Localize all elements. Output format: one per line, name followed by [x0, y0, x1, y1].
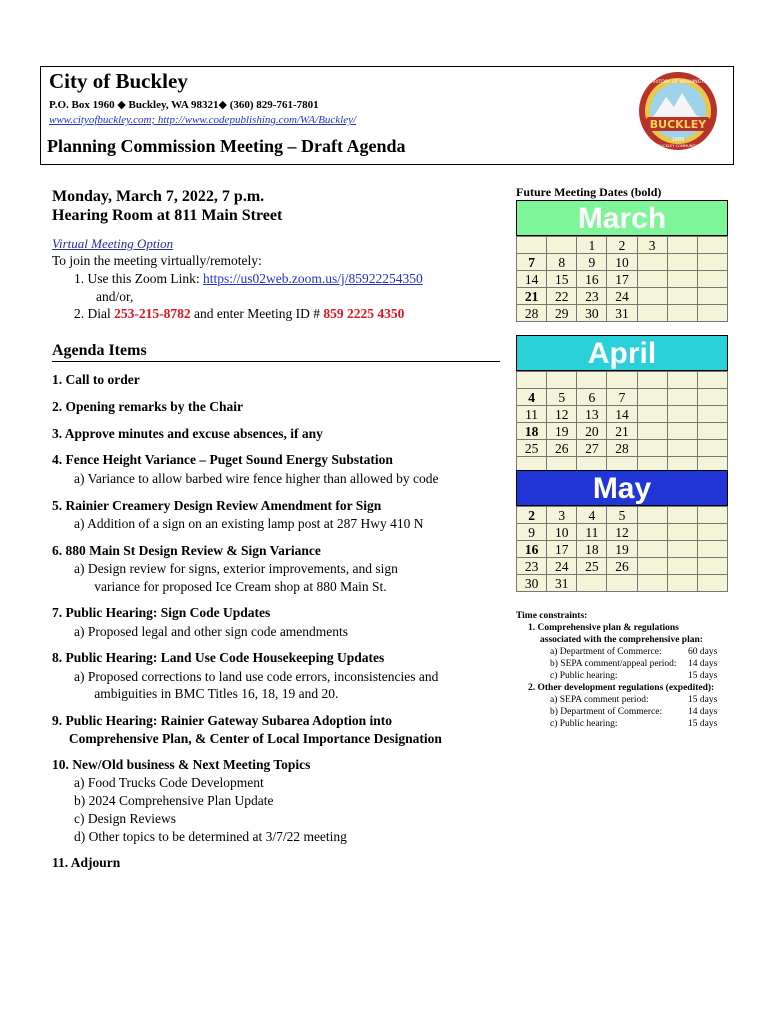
tc-value: 15 days: [688, 719, 718, 729]
day-cell: [637, 305, 667, 322]
tc-group2-title: 2. Other development regulations (expedited):: [528, 683, 715, 693]
day-cell: [637, 440, 667, 457]
day-cell: 7: [517, 254, 547, 271]
agenda-heading: Agenda Items: [52, 342, 500, 362]
day-cell: [697, 305, 727, 322]
day-cell: [517, 237, 547, 254]
tc-value: 14 days: [688, 659, 718, 669]
week-row: [517, 524, 728, 541]
day-cell: 3: [547, 507, 577, 524]
day-cell: 11: [577, 524, 607, 541]
tc-heading: Time constraints:: [516, 611, 588, 621]
tc-value: 14 days: [688, 707, 718, 717]
day-cell: 31: [547, 575, 577, 592]
agenda-subitem: a) Food Trucks Code Development: [74, 775, 264, 790]
meeting-location: Hearing Room at 811 Main Street: [52, 207, 283, 224]
agenda-subitem: ambiguities in BMC Titles 16, 18, 19 and 20.: [74, 686, 339, 701]
calendar-april: [516, 335, 728, 474]
agenda-item: 1. Call to order: [52, 372, 140, 387]
day-cell: [667, 254, 697, 271]
day-cell: 15: [547, 271, 577, 288]
month-grid: [516, 236, 728, 322]
tc-label: a) Department of Commerce:: [550, 647, 662, 657]
day-cell: [637, 575, 667, 592]
day-cell: 22: [547, 288, 577, 305]
agenda-item: 9. Public Hearing: Rainier Gateway Subarea Adoption into: [52, 713, 393, 728]
day-cell: [667, 406, 697, 423]
tc-label: b) SEPA comment/appeal period:: [550, 659, 677, 669]
meeting-date: Monday, March 7, 2022, 7 p.m.: [52, 188, 265, 205]
day-cell: [697, 507, 727, 524]
day-cell: 2: [517, 507, 547, 524]
agenda-item: 3. Approve minutes and excuse absences, if any: [52, 426, 323, 441]
day-cell: [667, 372, 697, 389]
day-cell: 16: [577, 271, 607, 288]
agenda-item: 10. New/Old business & Next Meeting Topics: [52, 757, 311, 772]
week-row: [517, 406, 728, 423]
day-cell: 4: [577, 507, 607, 524]
week-row: [517, 558, 728, 575]
agenda-subitem: a) Proposed corrections to land use code errors, inconsistencies and: [74, 669, 439, 684]
day-cell: 24: [607, 288, 637, 305]
day-cell: 10: [607, 254, 637, 271]
agenda-subitem: c) Design Reviews: [74, 811, 176, 826]
day-cell: 16: [517, 541, 547, 558]
day-cell: 14: [607, 406, 637, 423]
day-cell: 17: [607, 271, 637, 288]
week-row: [517, 237, 728, 254]
agenda-item: 4. Fence Height Variance – Puget Sound Energy Substation: [52, 452, 393, 467]
dial-prefix: 2. Dial: [74, 306, 115, 321]
day-cell: [697, 271, 727, 288]
day-cell: [697, 237, 727, 254]
dial-mid: and enter Meeting ID #: [190, 306, 324, 321]
day-cell: 9: [517, 524, 547, 541]
month-header: March: [516, 200, 728, 236]
day-cell: [637, 271, 667, 288]
week-row: [517, 305, 728, 322]
week-row: [517, 541, 728, 558]
day-cell: [577, 372, 607, 389]
day-cell: [667, 423, 697, 440]
day-cell: [697, 558, 727, 575]
day-cell: 21: [517, 288, 547, 305]
day-cell: [547, 237, 577, 254]
dial-line: [74, 306, 404, 322]
agenda-item-cont: Comprehensive Plan, & Center of Local Importance Designation: [52, 731, 442, 746]
day-cell: 19: [607, 541, 637, 558]
day-cell: 30: [517, 575, 547, 592]
agenda-item: 11. Adjourn: [52, 855, 121, 870]
virtual-intro: To join the meeting virtually/remotely:: [52, 253, 262, 268]
calendar-title: Future Meeting Dates (bold): [516, 185, 662, 199]
agenda-subitem: variance for proposed Ice Cream shop at 880 Main St.: [74, 579, 387, 594]
week-row: [517, 271, 728, 288]
day-cell: 6: [577, 389, 607, 406]
day-cell: [667, 524, 697, 541]
meeting-title: Planning Commission Meeting – Draft Agenda: [47, 136, 406, 156]
day-cell: 25: [517, 440, 547, 457]
day-cell: [637, 541, 667, 558]
day-cell: 23: [517, 558, 547, 575]
agenda-subitem: d) Other topics to be determined at 3/7/22 meeting: [74, 829, 347, 844]
zoom-prefix: 1. Use this Zoom Link:: [74, 271, 203, 286]
day-cell: [637, 558, 667, 575]
day-cell: 23: [577, 288, 607, 305]
day-cell: 4: [517, 389, 547, 406]
agenda-subitem: b) 2024 Comprehensive Plan Update: [74, 793, 274, 808]
day-cell: 14: [517, 271, 547, 288]
day-cell: 13: [577, 406, 607, 423]
day-cell: [697, 575, 727, 592]
phone-number: 253-215-8782: [114, 306, 191, 321]
day-cell: 30: [577, 305, 607, 322]
day-cell: [637, 372, 667, 389]
day-cell: [667, 271, 697, 288]
virtual-heading: Virtual Meeting Option: [52, 236, 174, 251]
day-cell: [667, 558, 697, 575]
day-cell: 18: [577, 541, 607, 558]
agenda-item: 5. Rainier Creamery Design Review Amendment for Sign: [52, 498, 382, 513]
zoom-line: [74, 271, 423, 287]
day-cell: [697, 406, 727, 423]
day-cell: 27: [577, 440, 607, 457]
seal-year: 1889: [671, 137, 685, 143]
day-cell: 10: [547, 524, 577, 541]
zoom-link[interactable]: https://us02web.zoom.us/j/85922254350: [203, 271, 423, 286]
day-cell: 26: [607, 558, 637, 575]
day-cell: [577, 575, 607, 592]
day-cell: [607, 372, 637, 389]
day-cell: [697, 440, 727, 457]
day-cell: 11: [517, 406, 547, 423]
day-cell: [697, 372, 727, 389]
city-seal-icon: [638, 71, 718, 151]
day-cell: 26: [547, 440, 577, 457]
day-cell: [667, 389, 697, 406]
agenda-item: 2. Opening remarks by the Chair: [52, 399, 244, 414]
month-header: April: [516, 335, 728, 371]
andor-text: and/or,: [96, 289, 134, 304]
day-cell: [547, 372, 577, 389]
month-grid: [516, 506, 728, 592]
day-cell: 20: [577, 423, 607, 440]
day-cell: [697, 524, 727, 541]
city-name: City of Buckley: [49, 69, 188, 93]
day-cell: [697, 541, 727, 558]
day-cell: [607, 575, 637, 592]
day-cell: [697, 423, 727, 440]
day-cell: 5: [607, 507, 637, 524]
address-line: P.O. Box 1960 ◆ Buckley, WA 98321◆ (360) 829-761-7801: [49, 99, 319, 111]
day-cell: 9: [577, 254, 607, 271]
day-cell: [667, 541, 697, 558]
agenda-subitem: a) Variance to allow barbed wire fence higher than allowed by code: [74, 471, 439, 486]
week-row: [517, 440, 728, 457]
day-cell: 25: [577, 558, 607, 575]
week-row: [517, 575, 728, 592]
day-cell: [667, 288, 697, 305]
day-cell: [667, 440, 697, 457]
day-cell: [667, 305, 697, 322]
agenda-item: 8. Public Hearing: Land Use Code Housekeeping Updates: [52, 650, 385, 665]
day-cell: [637, 288, 667, 305]
day-cell: 31: [607, 305, 637, 322]
day-cell: 8: [547, 254, 577, 271]
day-cell: 29: [547, 305, 577, 322]
day-cell: [667, 507, 697, 524]
meeting-id: 859 2225 4350: [323, 306, 405, 321]
day-cell: [667, 575, 697, 592]
tc-value: 15 days: [688, 671, 718, 681]
day-cell: 28: [517, 305, 547, 322]
tc-label: a) SEPA comment period:: [550, 695, 649, 705]
day-cell: [697, 288, 727, 305]
seal-name: BUCKLEY: [649, 118, 707, 131]
day-cell: 24: [547, 558, 577, 575]
day-cell: [637, 254, 667, 271]
week-row: [517, 507, 728, 524]
day-cell: [697, 254, 727, 271]
seal-top: TERRITORY OF WASHINGTON: [645, 80, 711, 85]
day-cell: 17: [547, 541, 577, 558]
week-row: [517, 389, 728, 406]
agenda-subitem: a) Design review for signs, exterior improvements, and sign: [74, 561, 398, 576]
day-cell: [517, 372, 547, 389]
week-row: [517, 254, 728, 271]
tc-label: c) Public hearing:: [550, 671, 618, 681]
agenda-subitem: a) Proposed legal and other sign code amendments: [74, 624, 349, 639]
agenda-subitem: a) Addition of a sign on an existing lamp post at 287 Hwy 410 N: [74, 516, 424, 531]
month-header: May: [516, 470, 728, 506]
day-cell: 19: [547, 423, 577, 440]
tc-value: 15 days: [688, 695, 718, 705]
day-cell: 12: [607, 524, 637, 541]
day-cell: [637, 524, 667, 541]
tc-label: b) Department of Commerce:: [550, 707, 663, 717]
website-links[interactable]: www.cityofbuckley.com; http://www.codepublishing.com/WA/Buckley/: [49, 114, 357, 126]
tc-group1-title2: associated with the comprehensive plan:: [540, 635, 703, 645]
day-cell: [637, 389, 667, 406]
week-row: [517, 423, 728, 440]
day-cell: [667, 237, 697, 254]
day-cell: 28: [607, 440, 637, 457]
day-cell: 5: [547, 389, 577, 406]
day-cell: 1: [577, 237, 607, 254]
week-row: [517, 288, 728, 305]
tc-label: c) Public hearing:: [550, 719, 618, 729]
calendar-march: [516, 200, 728, 322]
day-cell: [637, 423, 667, 440]
calendar-may: [516, 470, 728, 592]
day-cell: [637, 507, 667, 524]
day-cell: [637, 406, 667, 423]
day-cell: 2: [607, 237, 637, 254]
day-cell: 3: [637, 237, 667, 254]
agenda-item: 6. 880 Main St Design Review & Sign Variance: [52, 543, 321, 558]
day-cell: 21: [607, 423, 637, 440]
letterhead: [40, 66, 734, 165]
day-cell: 7: [607, 389, 637, 406]
day-cell: 18: [517, 423, 547, 440]
seal-bottom: BUCKLEY COMMUNITY: [658, 144, 698, 148]
agenda-item: 7. Public Hearing: Sign Code Updates: [52, 605, 271, 620]
month-grid: [516, 371, 728, 474]
day-cell: [697, 389, 727, 406]
tc-value: 60 days: [688, 647, 718, 657]
week-row: [517, 372, 728, 389]
day-cell: 12: [547, 406, 577, 423]
tc-group1-title: 1. Comprehensive plan & regulations: [528, 623, 679, 633]
